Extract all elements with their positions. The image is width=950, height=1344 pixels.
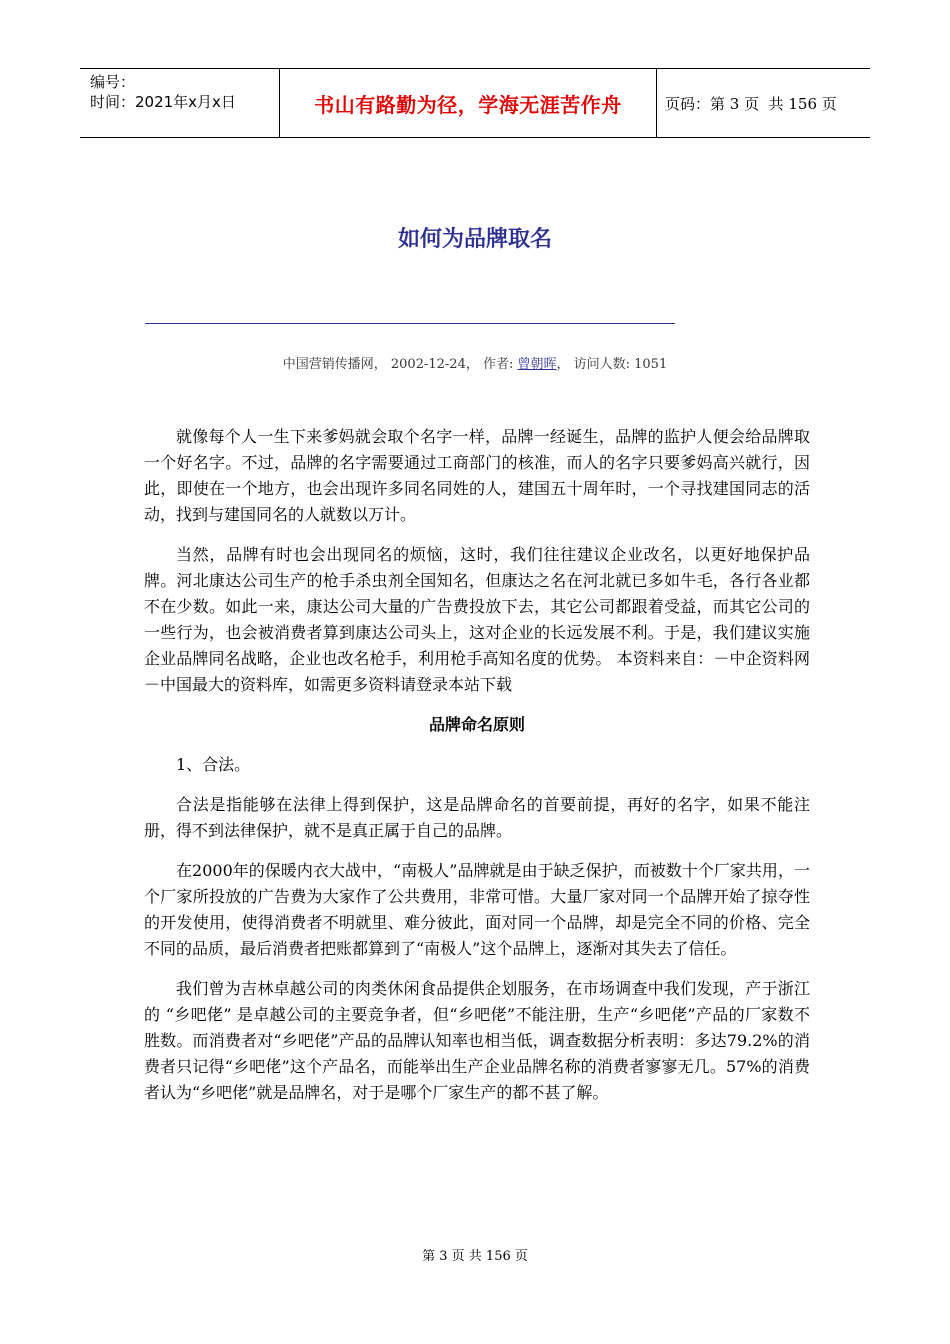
paragraph: 1、合法。: [176, 755, 251, 774]
paragraph: 在2000年的保暖内衣大战中，“南极人”品牌就是由于缺乏保护，而被数十个厂家共用，一个厂家所投放的广告费为大家作了公共费用，非常可惜。大量厂家对同一个品牌开始了掠夺性的开发使用，使得消费者不明就里、难分彼此，面对同一个品牌，却是完全不同的价格、完全不同的品质，最后消费者把账都算到了“南极人”这个品牌上，逐渐对其失去了信任。: [144, 861, 810, 958]
meta-visits: ， 访问人数: 1051: [556, 357, 668, 372]
article-title: 如何为品牌取名: [397, 227, 552, 252]
paragraph: 就像每个人一生下来爹妈就会取个名字一样，品牌一经诞生，品牌的监护人便会给品牌取一个好名字。不过，品牌的名字需要通过工商部门的核准，而人的名字只要爹妈高兴就行，因此，即使在一个地方，也会出现许多同名同姓的人，建国五十周年时，一个寻找建国同志的活动，找到与建国同名的人就数以万计。: [144, 427, 810, 524]
meta-source: 中国营销传播网， 2002-12-24， 作者:: [282, 357, 518, 372]
page-info-text: 页码：第 3 页 共 156 页: [665, 94, 837, 113]
paragraph: 合法是指能够在法律上得到保护，这是品牌命名的首要前提，再好的名字，如果不能注册，得不到法律保护，就不是真正属于自己的品牌。: [144, 795, 810, 840]
paragraph: 我们曾为吉林卓越公司的肉类休闲食品提供企划服务，在市场调查中我们发现，产于浙江的 “乡吧佬” 是卓越公司的主要竞争者，但“乡吧佬”不能注册，生产“乡吧佬”产品的厂家数不胜数。而消费者对“乡吧佬”产品的品牌认知率也相当低，调查数据分析表明：多达79.2%的消费者只记得“乡吧佬”这个产品名，而能举出生产企业品牌名称的消费者寥寥无几。57%的消费者认为“乡吧佬”就是品牌名，对于是哪个厂家生产的都不甚了解。: [144, 979, 810, 1102]
title-divider: [145, 323, 675, 324]
page-footer: 第 3 页 共 156 页: [422, 1249, 528, 1264]
section-heading: 品牌命名原则: [428, 715, 525, 734]
document-header: [80, 68, 870, 138]
article-meta: [0, 353, 950, 372]
header-info-cell: [80, 69, 280, 137]
header-motto: 书山有路勤为径，学海无涯苦作舟: [280, 69, 657, 137]
date-label: 时间：2021年x月x日: [90, 93, 236, 111]
paragraph: 当然，品牌有时也会出现同名的烦恼，这时，我们往往建议企业改名，以更好地保护品牌。河北康达公司生产的枪手杀虫剂全国知名，但康达之名在河北就已多如牛毛，各行各业都不在少数。如此一来，康达公司大量的广告费投放下去，其它公司都跟着受益，而其它公司的一些行为，也会被消费者算到康达公司头上，这对企业的长远发展不利。于是，我们建议实施企业品牌同名战略，企业也改名枪手，利用枪手高知名度的优势。 本资料来自：－中企资料网－中国最大的资料库，如需更多资料请登录本站下载: [144, 545, 810, 694]
code-label: 编号：: [90, 73, 136, 91]
author-link[interactable]: 曾朝晖: [517, 357, 557, 372]
header-page-info: [657, 69, 870, 137]
article-body: [144, 424, 810, 1120]
